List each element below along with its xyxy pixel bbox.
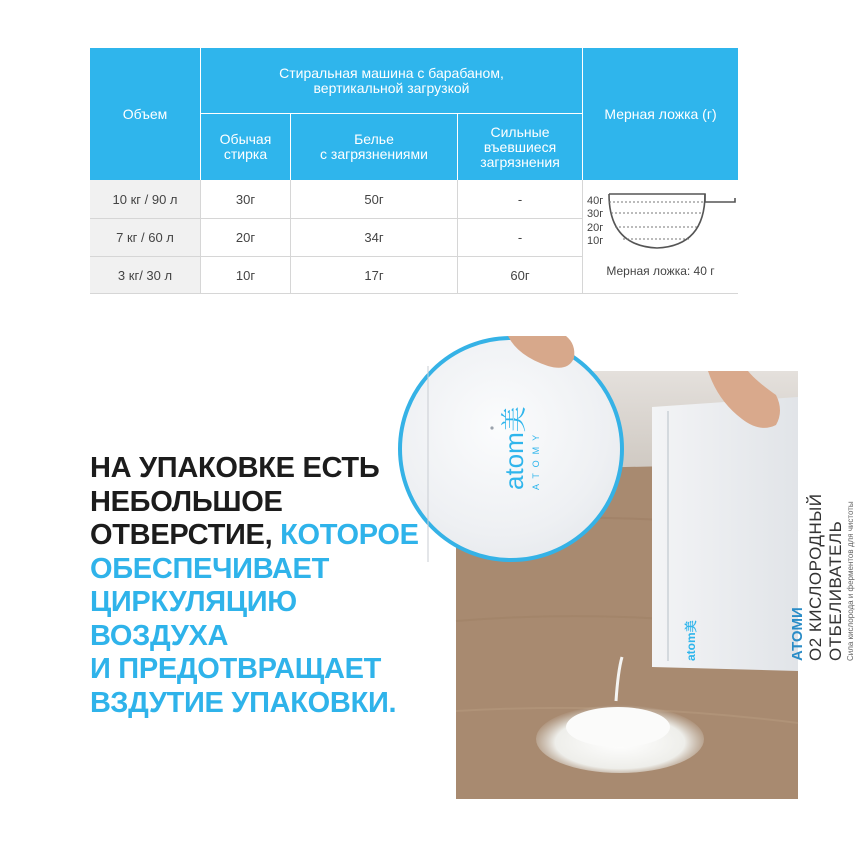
spoon-header-label: Мерная ложка (г) bbox=[604, 105, 717, 122]
bag-brand-logo: atom美 bbox=[684, 620, 698, 661]
spoon-header bbox=[583, 48, 738, 180]
grid-line bbox=[90, 293, 738, 294]
bag-product-name: АТОМИ bbox=[789, 607, 806, 661]
grid-line bbox=[200, 180, 201, 294]
zoom-brand-logo: atom美 bbox=[499, 406, 529, 490]
headline-line3 bbox=[90, 519, 430, 553]
zoom-circle bbox=[398, 336, 624, 562]
cell-value: 10г bbox=[235, 268, 256, 283]
subheader-heavy-line1: Сильные bbox=[490, 123, 550, 140]
cell-value: 17г bbox=[364, 268, 384, 283]
row-volume-label: 10 кг / 90 л bbox=[112, 191, 178, 207]
machine-header-line2: вертикальной загрузкой bbox=[313, 79, 470, 96]
spoon-mark-20: 20г bbox=[587, 222, 604, 234]
cell-value: 30г bbox=[235, 191, 256, 207]
cell-value: - bbox=[517, 230, 523, 245]
cell-value: 34г bbox=[364, 230, 384, 245]
headline-line4: ОБЕСПЕЧИВАЕТ bbox=[90, 552, 329, 585]
row-volume bbox=[90, 257, 200, 294]
row-volume bbox=[90, 219, 200, 256]
machine-header bbox=[201, 48, 582, 113]
row-soiled-value bbox=[291, 257, 457, 294]
headline-line1: НА УПАКОВКЕ ЕСТЬ bbox=[90, 452, 380, 484]
spoon-mark-40: 40г bbox=[587, 195, 604, 207]
volume-header-label: Объем bbox=[122, 105, 168, 122]
bag-small-text: Сила кислорода и ферментов для чистоты bbox=[846, 501, 855, 661]
grid-line bbox=[290, 180, 291, 294]
cell-value: 60г bbox=[510, 268, 530, 283]
subheader-heavy-line2: въевшиеся bbox=[483, 138, 557, 155]
bag-product-line3: ОТБЕЛИВАТЕЛЬ bbox=[826, 520, 845, 661]
header-divider bbox=[201, 113, 582, 114]
header-divider bbox=[290, 114, 291, 180]
subheader-normal-line1: Обычая bbox=[219, 131, 272, 147]
row-heavy-value bbox=[458, 219, 582, 256]
row-heavy-value bbox=[458, 257, 582, 294]
cell-value: 50г bbox=[364, 191, 384, 207]
row-volume-label: 3 кг/ 30 л bbox=[117, 268, 173, 283]
grid-line bbox=[90, 256, 582, 257]
row-volume-label: 7 кг / 60 л bbox=[116, 230, 174, 245]
header-divider bbox=[582, 48, 583, 180]
volume-header bbox=[90, 48, 200, 180]
grid-line bbox=[457, 180, 458, 294]
zoom-logo bbox=[494, 406, 541, 490]
machine-header-line1: Стиральная машина с барабаном, bbox=[279, 64, 504, 81]
header-divider bbox=[200, 48, 201, 180]
headline bbox=[90, 452, 430, 720]
spoon-caption: Мерная ложка: 40 г bbox=[606, 264, 715, 278]
cell-value: - bbox=[517, 191, 523, 207]
headline-line3-dark: ОТВЕРСТИЕ, bbox=[90, 519, 281, 551]
headline-line6: ВОЗДУХА bbox=[90, 619, 229, 652]
zoom-brand-sub: ATOMY bbox=[531, 428, 541, 490]
subheader-heavy bbox=[458, 114, 582, 180]
bag-label bbox=[682, 494, 855, 662]
subheader-normal bbox=[201, 114, 290, 180]
header-divider bbox=[457, 114, 458, 180]
cell-value: 20г bbox=[235, 230, 256, 245]
row-normal-value bbox=[201, 257, 290, 294]
row-soiled-value bbox=[291, 219, 457, 256]
subheader-soiled-line1: Белье bbox=[354, 131, 394, 147]
row-soiled-value bbox=[291, 180, 457, 218]
row-heavy-value bbox=[458, 180, 582, 218]
spoon-mark-10: 10г bbox=[587, 235, 604, 247]
subheader-normal-line2: стирка bbox=[223, 146, 268, 162]
measuring-spoon-icon bbox=[583, 180, 738, 260]
subheader-heavy-line3: загрязнения bbox=[480, 153, 560, 170]
bag-product-line2: О2 КИСЛОРОДНЫЙ bbox=[806, 493, 825, 661]
spoon-mark-30: 30г bbox=[587, 208, 604, 220]
row-normal-value bbox=[201, 180, 290, 218]
subheader-soiled-line2: с загрязнениями bbox=[320, 146, 428, 162]
row-normal-value bbox=[201, 219, 290, 256]
headline-line5: ЦИРКУЛЯЦИЮ bbox=[90, 586, 297, 618]
row-volume bbox=[90, 180, 200, 218]
headline-line2: НЕБОЛЬШОЕ bbox=[90, 485, 283, 518]
headline-line8: ВЗДУТИЕ УПАКОВКИ. bbox=[90, 686, 397, 719]
headline-line3-blue: КОТОРОЕ bbox=[280, 519, 419, 551]
subheader-soiled bbox=[291, 114, 457, 180]
grid-line bbox=[90, 218, 582, 219]
headline-line7: И ПРЕДОТВРАЩАЕТ bbox=[90, 653, 382, 685]
